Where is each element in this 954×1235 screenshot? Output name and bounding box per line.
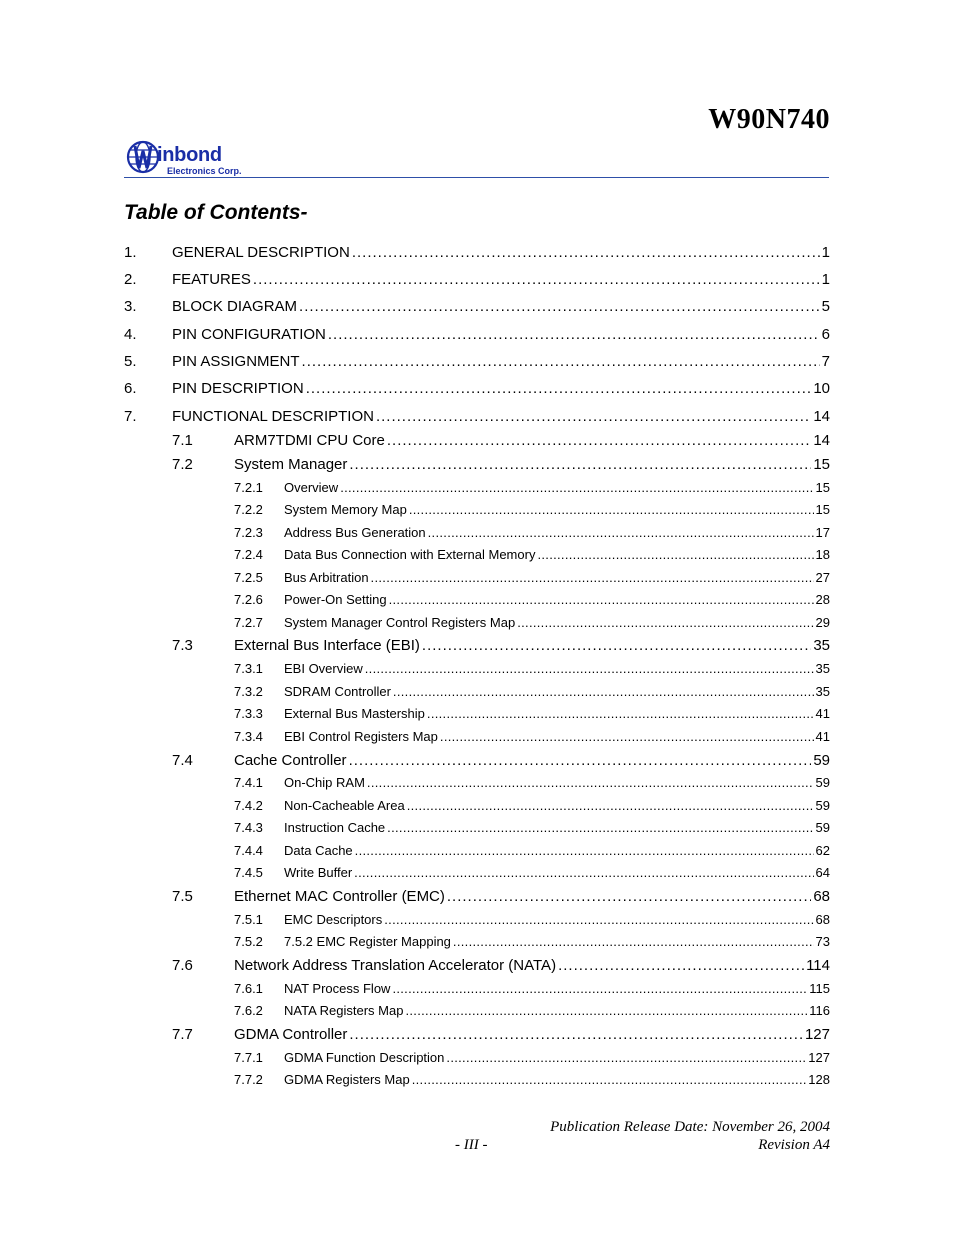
toc-entry-label: NATA Registers Map [284,1003,404,1018]
toc-entry-page: 41 [815,729,830,744]
dot-leader [253,271,820,288]
toc-entry-page: 128 [808,1072,830,1087]
toc-entry-number: 4. [124,326,137,343]
dot-leader [352,244,820,261]
dot-leader [405,1003,807,1018]
toc-entry-line [284,706,830,721]
toc-entry-label: System Memory Map [284,502,407,517]
dot-leader [453,934,814,949]
toc-entry-line [172,298,830,315]
toc-entry-page: 27 [815,570,830,585]
toc-entry-line [284,934,830,949]
dot-leader [558,957,804,974]
toc-entry-number: 7.2.1 [234,480,263,495]
toc-entry-page: 10 [813,380,830,397]
toc-entry-label: Non-Cacheable Area [284,798,405,813]
dot-leader [355,843,814,858]
toc-entry-line [284,1050,830,1065]
toc-entry-line [284,570,830,585]
dot-leader [376,408,811,425]
toc-entry-page: 29 [815,615,830,630]
toc-entry-page: 68 [815,912,830,927]
toc-entry-line [284,525,830,540]
toc-entry-number: 7.3.3 [234,706,263,721]
dot-leader [340,480,813,495]
toc-entry-page: 17 [815,525,830,540]
dot-leader [517,615,813,630]
toc-entry-page: 59 [815,820,830,835]
toc-title: Table of Contents- [124,201,308,224]
toc-entry-page: 1 [821,271,830,288]
toc-entry-line [284,547,830,562]
toc-entry-line [284,912,830,927]
dot-leader [412,1072,807,1087]
toc-entry-page: 116 [809,1003,830,1018]
publication-release-date: Publication Release Date: November 26, 2004 [550,1119,830,1135]
toc-entry-line [234,752,830,769]
toc-entry-page: 1 [821,244,830,261]
toc-entry-label: Overview [284,480,339,495]
dot-leader [537,547,813,562]
toc-entry-label: PIN DESCRIPTION [172,380,304,397]
toc-entry-label: Power-On Setting [284,592,387,607]
toc-entry-label: NAT Process Flow [284,981,391,996]
toc-entry-page: 68 [813,888,830,905]
toc-entry-label: BLOCK DIAGRAM [172,298,298,315]
dot-leader [407,798,814,813]
toc-entry-page: 15 [813,456,830,473]
header-divider [124,177,829,178]
dot-leader [440,729,814,744]
toc-entry-label: Write Buffer [284,865,353,880]
toc-entry-number: 7.6.2 [234,1003,263,1018]
toc-entry-page: 6 [821,326,830,343]
toc-entry-label: ARM7TDMI CPU Core [234,432,385,449]
toc-entry-number: 7.2.4 [234,547,263,562]
toc-entry-line [284,615,830,630]
logo-wordmark: inbond [157,144,222,166]
toc-entry-line [172,244,830,261]
dot-leader [371,570,814,585]
toc-entry-page: 41 [815,706,830,721]
toc-entry-number: 7.4.1 [234,775,263,790]
toc-entry-number: 7.4.4 [234,843,263,858]
toc-entry-label: FEATURES [172,271,251,288]
toc-entry-label: System Manager [234,456,348,473]
toc-entry-page: 59 [813,752,830,769]
dot-leader [367,775,814,790]
toc-entry-page: 15 [815,502,830,517]
dot-leader [384,912,813,927]
toc-entry-line [172,271,830,288]
toc-entry-page: 59 [815,775,830,790]
dot-leader [422,637,811,654]
toc-entry-page: 18 [815,547,830,562]
toc-entry-line [172,408,830,425]
toc-entry-number: 7.3.4 [234,729,263,744]
toc-entry-page: 64 [815,865,830,880]
dot-leader [428,525,814,540]
toc-entry-label: SDRAM Controller [284,684,391,699]
toc-entry-number: 1. [124,244,137,261]
dot-leader [393,684,814,699]
toc-entry-label: Cache Controller [234,752,347,769]
dot-leader [328,326,820,343]
toc-entry-line [284,775,830,790]
part-number: W90N740 [708,104,830,135]
toc-entry-number: 7.4.5 [234,865,263,880]
toc-entry-number: 7.3.2 [234,684,263,699]
toc-entry-page: 35 [813,637,830,654]
toc-entry-label: Network Address Translation Accelerator (NATA) [234,957,557,974]
toc-entry-label: Instruction Cache [284,820,386,835]
toc-entry-label: EBI Overview [284,661,363,676]
toc-entry-number: 7.2.6 [234,592,263,607]
dot-leader [306,380,812,397]
toc-entry-page: 14 [813,432,830,449]
toc-entry-number: 7.7.1 [234,1050,263,1065]
dot-leader [387,432,811,449]
toc-entry-page: 127 [804,1026,830,1043]
toc-entry-number: 7.2 [172,456,193,473]
dot-leader [349,456,811,473]
toc-entry-line [284,865,830,880]
toc-entry-page: 62 [815,843,830,858]
toc-entry-line [234,432,830,449]
toc-entry-label: Data Cache [284,843,353,858]
toc-entry-number: 7.4 [172,752,193,769]
toc-entry-number: 7.6.1 [234,981,263,996]
logo-subtitle: Electronics Corp. [167,166,242,176]
toc-entry-number: 7.2.7 [234,615,263,630]
toc-entry-label: External Bus Interface (EBI) [234,637,420,654]
toc-entry-number: 7.2.5 [234,570,263,585]
toc-entry-label: External Bus Mastership [284,706,425,721]
toc-entry-number: 7.5.2 [234,934,263,949]
toc-entry-page: 7 [821,353,830,370]
dot-leader [387,820,813,835]
dot-leader [392,981,807,996]
toc-entry-label: 7.5.2 EMC Register Mapping [284,934,451,949]
toc-entry-number: 2. [124,271,137,288]
toc-entry-label: FUNCTIONAL DESCRIPTION [172,408,374,425]
toc-entry-line [234,1026,830,1043]
dot-leader [427,706,814,721]
toc-entry-page: 15 [815,480,830,495]
toc-entry-number: 7.3 [172,637,193,654]
toc-entry-page: 35 [815,684,830,699]
dot-leader [389,592,814,607]
toc-entry-line [234,637,830,654]
toc-entry-page: 14 [813,408,830,425]
toc-entry-number: 7.3.1 [234,661,263,676]
winbond-logo [126,139,256,177]
toc-entry-label: Data Bus Connection with External Memory [284,547,536,562]
toc-entry-label: Address Bus Generation [284,525,426,540]
toc-entry-number: 7.1 [172,432,193,449]
toc-entry-number: 7.4.2 [234,798,263,813]
toc-entry-label: System Manager Control Registers Map [284,615,516,630]
toc-entry-line [234,456,830,473]
toc-entry-page: 5 [821,298,830,315]
revision: Revision A4 [758,1137,830,1153]
dot-leader [446,1050,806,1065]
toc-entry-label: On-Chip RAM [284,775,365,790]
toc-entry-line [284,981,830,996]
toc-entry-label: GENERAL DESCRIPTION [172,244,350,261]
toc-entry-line [172,380,830,397]
toc-entry-line [284,480,830,495]
toc-entry-number: 7.4.3 [234,820,263,835]
dot-leader [354,865,813,880]
toc-entry-line [284,798,830,813]
toc-entry-label: EBI Control Registers Map [284,729,438,744]
toc-entry-number: 6. [124,380,137,397]
toc-entry-number: 7.6 [172,957,193,974]
toc-entry-label: PIN ASSIGNMENT [172,353,300,370]
dot-leader [302,353,820,370]
toc-entry-line [284,592,830,607]
toc-entry-page: 115 [809,981,830,996]
dot-leader [447,888,811,905]
toc-entry-line [172,326,830,343]
toc-entry-line [284,684,830,699]
toc-entry-number: 3. [124,298,137,315]
toc-entry-line [284,502,830,517]
toc-entry-line [284,1072,830,1087]
toc-entry-line [172,353,830,370]
toc-entry-line [234,888,830,905]
toc-entry-page: 35 [815,661,830,676]
toc-entry-line [234,957,830,974]
toc-entry-label: GDMA Controller [234,1026,348,1043]
toc-entry-page: 28 [815,592,830,607]
dot-leader [299,298,820,315]
dot-leader [409,502,814,517]
dot-leader [349,752,812,769]
toc-entry-page: 114 [806,957,830,974]
toc-entry-label: Ethernet MAC Controller (EMC) [234,888,445,905]
toc-entry-line [284,729,830,744]
toc-entry-label: GDMA Function Description [284,1050,445,1065]
dot-leader [365,661,814,676]
toc-entry-page: 59 [815,798,830,813]
page-number: - III - [455,1137,488,1153]
toc-entry-number: 5. [124,353,137,370]
toc-entry-number: 7.7 [172,1026,193,1043]
toc-entry-page: 73 [815,934,830,949]
toc-entry-line [284,661,830,676]
toc-entry-label: PIN CONFIGURATION [172,326,326,343]
toc-entry-page: 127 [808,1050,830,1065]
toc-entry-label: GDMA Registers Map [284,1072,410,1087]
toc-entry-line [284,1003,830,1018]
toc-entry-line [284,820,830,835]
toc-entry-number: 7. [124,408,137,425]
dot-leader [349,1026,803,1043]
toc-entry-line [284,843,830,858]
toc-entry-number: 7.5.1 [234,912,263,927]
toc-entry-label: Bus Arbitration [284,570,369,585]
toc-entry-number: 7.2.2 [234,502,263,517]
toc-entry-label: EMC Descriptors [284,912,383,927]
toc-entry-number: 7.2.3 [234,525,263,540]
toc-entry-number: 7.7.2 [234,1072,263,1087]
toc-entry-number: 7.5 [172,888,193,905]
